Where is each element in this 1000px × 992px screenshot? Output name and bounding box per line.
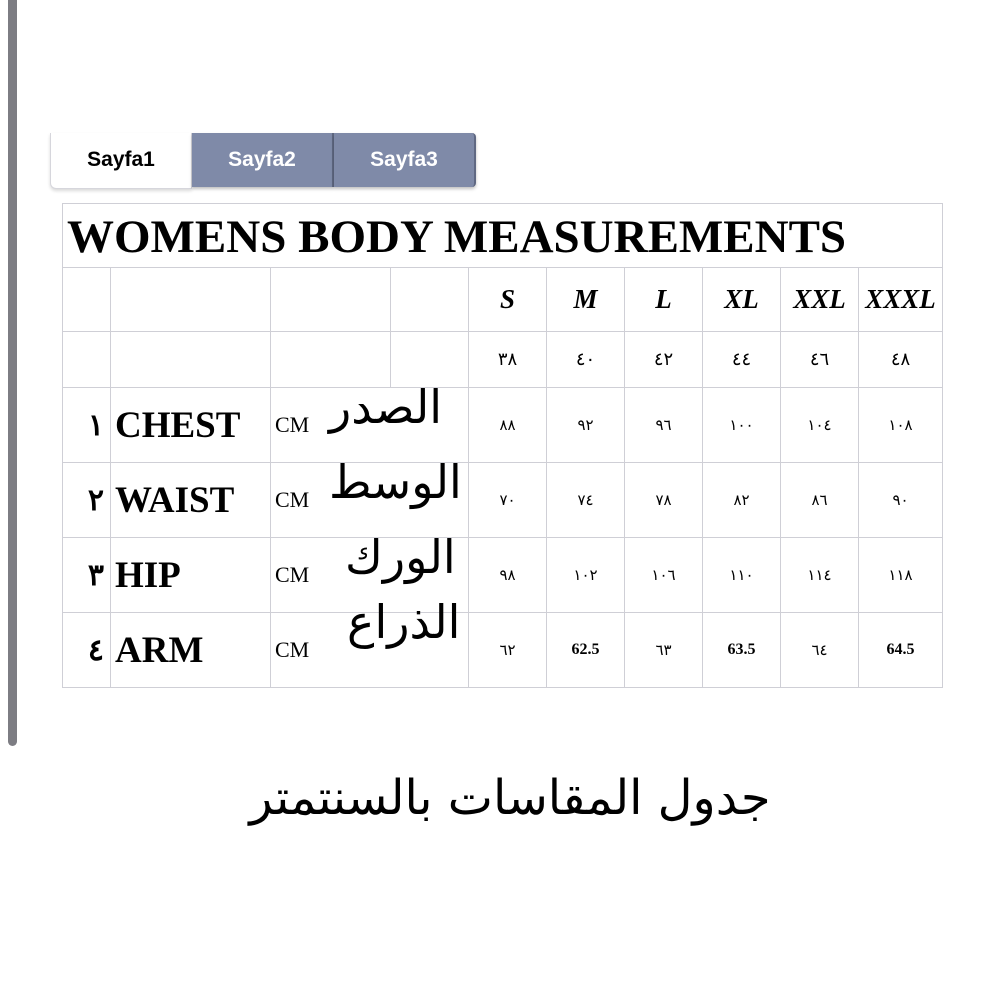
value-cell[interactable]: ١٠٠ bbox=[703, 388, 781, 463]
value-cell[interactable]: ٦٤ bbox=[781, 613, 859, 688]
tab-sayfa2[interactable]: Sayfa2 bbox=[192, 133, 334, 187]
empty-cell[interactable] bbox=[63, 268, 111, 332]
value-cell[interactable]: ٩٦ bbox=[625, 388, 703, 463]
unit-label: CM bbox=[275, 562, 310, 587]
value-cell[interactable]: ١٠٤ bbox=[781, 388, 859, 463]
row-number[interactable]: ٣ bbox=[63, 538, 111, 613]
sheet-title-cell[interactable] bbox=[63, 204, 943, 268]
arabic-label: الصدر bbox=[329, 380, 443, 434]
tab-sayfa1[interactable]: Sayfa1 bbox=[50, 133, 192, 189]
table-row-arm bbox=[63, 613, 943, 688]
unit-label: CM bbox=[275, 487, 310, 512]
eu-size-cell[interactable]: ٤٤ bbox=[703, 332, 781, 388]
unit-label: CM bbox=[275, 412, 310, 437]
arabic-label: الورك bbox=[345, 530, 456, 584]
table-row-hip bbox=[63, 538, 943, 613]
table-row-waist bbox=[63, 463, 943, 538]
row-label[interactable]: ARM bbox=[111, 613, 271, 688]
row-label[interactable]: HIP bbox=[111, 538, 271, 613]
value-cell[interactable]: 62.5 bbox=[547, 613, 625, 688]
empty-cell[interactable] bbox=[111, 332, 271, 388]
measurement-table bbox=[62, 203, 943, 688]
value-cell[interactable]: ٧٨ bbox=[625, 463, 703, 538]
arabic-label: الوسط bbox=[329, 455, 462, 509]
value-cell[interactable]: ١٠٢ bbox=[547, 538, 625, 613]
value-cell[interactable]: ٩٨ bbox=[469, 538, 547, 613]
row-label[interactable]: CHEST bbox=[111, 388, 271, 463]
unit-cell[interactable] bbox=[271, 455, 469, 538]
size-header-row bbox=[63, 268, 943, 332]
eu-size-cell[interactable]: ٤٠ bbox=[547, 332, 625, 388]
unit-cell[interactable] bbox=[271, 595, 469, 688]
value-cell[interactable]: ١١٤ bbox=[781, 538, 859, 613]
eu-size-cell[interactable]: ٤٦ bbox=[781, 332, 859, 388]
eu-size-cell[interactable]: ٤٨ bbox=[859, 332, 943, 388]
sheet-title: WOMENS BODY MEASUREMENTS bbox=[67, 211, 847, 263]
value-cell[interactable]: 64.5 bbox=[859, 613, 943, 688]
table-row-chest bbox=[63, 388, 943, 463]
empty-cell[interactable] bbox=[391, 268, 469, 332]
arabic-label: الذراع bbox=[347, 595, 461, 649]
caption-text: جدول المقاسات بالسنتمتر bbox=[249, 770, 771, 826]
row-number[interactable]: ١ bbox=[63, 388, 111, 463]
value-cell[interactable]: ٦٢ bbox=[469, 613, 547, 688]
value-cell[interactable]: ٧٤ bbox=[547, 463, 625, 538]
row-number[interactable]: ٢ bbox=[63, 463, 111, 538]
size-header-xxl[interactable]: XXL bbox=[781, 268, 859, 332]
value-cell[interactable]: 63.5 bbox=[703, 613, 781, 688]
value-cell[interactable]: ٩٠ bbox=[859, 463, 943, 538]
value-cell[interactable]: ٨٨ bbox=[469, 388, 547, 463]
value-cell[interactable]: ٨٢ bbox=[703, 463, 781, 538]
scroll-indicator[interactable] bbox=[8, 0, 17, 746]
value-cell[interactable]: ١٠٦ bbox=[625, 538, 703, 613]
value-cell[interactable]: ٩٢ bbox=[547, 388, 625, 463]
eu-size-cell[interactable]: ٤٢ bbox=[625, 332, 703, 388]
value-cell[interactable]: ١٠٨ bbox=[859, 388, 943, 463]
empty-cell[interactable] bbox=[63, 332, 111, 388]
row-number[interactable]: ٤ bbox=[63, 613, 111, 688]
eu-size-row bbox=[63, 332, 943, 388]
eu-size-cell[interactable]: ٣٨ bbox=[469, 332, 547, 388]
title-row bbox=[63, 204, 943, 268]
value-cell[interactable]: ١١٠ bbox=[703, 538, 781, 613]
empty-cell[interactable] bbox=[271, 268, 391, 332]
unit-label: CM bbox=[275, 637, 310, 662]
size-header-l[interactable]: L bbox=[625, 268, 703, 332]
value-cell[interactable]: ٨٦ bbox=[781, 463, 859, 538]
empty-cell[interactable] bbox=[111, 268, 271, 332]
tab-sayfa3[interactable]: Sayfa3 bbox=[334, 133, 476, 187]
size-header-xxxl[interactable]: XXXL bbox=[859, 268, 943, 332]
size-header-s[interactable]: S bbox=[469, 268, 547, 332]
sheet-tab-bar bbox=[50, 133, 480, 189]
unit-cell[interactable] bbox=[271, 380, 469, 463]
value-cell[interactable]: ٦٣ bbox=[625, 613, 703, 688]
size-header-m[interactable]: M bbox=[547, 268, 625, 332]
row-label[interactable]: WAIST bbox=[111, 463, 271, 538]
value-cell[interactable]: ٧٠ bbox=[469, 463, 547, 538]
size-header-xl[interactable]: XL bbox=[703, 268, 781, 332]
value-cell[interactable]: ١١٨ bbox=[859, 538, 943, 613]
